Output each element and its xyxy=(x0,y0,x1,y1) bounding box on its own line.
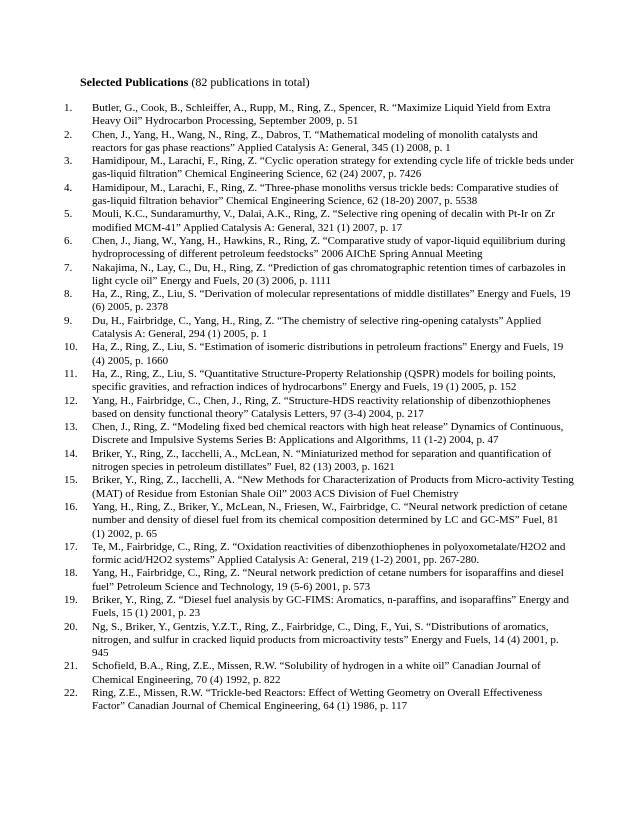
publication-citation: Ring, Z.E., Missen, R.W. “Trickle-bed Reactors: Effect of Wetting Geometry on Overall Effectiveness Factor” Canadian Journal of Chemical Engineering, 64 (1) 1986, p. 117 xyxy=(92,687,543,713)
publication-item xyxy=(64,474,574,501)
publication-number: 6. xyxy=(64,234,73,247)
publication-item xyxy=(64,129,574,156)
publication-item xyxy=(64,315,574,342)
publication-citation: Ha, Z., Ring, Z., Liu, S. “Derivation of molecular representations of middle distillates” Energy and Fuels, 19 (6) 2005, p. 2378 xyxy=(92,288,571,314)
publication-number: 7. xyxy=(64,261,73,274)
publication-item xyxy=(64,594,574,621)
heading-title: Selected Publications xyxy=(80,75,189,89)
publication-number: 22. xyxy=(64,687,78,700)
publication-item xyxy=(64,621,574,661)
publication-number: 15. xyxy=(64,474,78,487)
publication-citation: Nakajima, N., Lay, C., Du, H., Ring, Z. “Prediction of gas chromatographic retention times of carbazoles in light cycle oil” Energy and Fuels, 20 (3) 2006, p. 1111 xyxy=(92,261,566,287)
publication-citation: Briker, Y., Ring, Z., Iacchelli, A., McLean, N. “Miniaturized method for separation and quantification of nitrogen species in petroleum distillates” Fuel, 82 (13) 2003, p. 1621 xyxy=(92,447,552,474)
publication-citation: Chen, J., Ring, Z. “Modeling fixed bed chemical reactors with high heat release” Dynamics of Continuous, Discrete and Impulsive Systems Series B: Applications and Algorithms, 11 (1-2) 2004, p. 47 xyxy=(92,421,564,447)
publication-number: 17. xyxy=(64,540,78,553)
publication-citation: Ha, Z., Ring, Z., Liu, S. “Quantitative Structure-Property Relationship (QSPR) models for boiling points, specific gravities, and refraction indices of hydrocarbons” Energy and Fuels, 19 (1) 2005, p. 152 xyxy=(92,367,556,394)
heading-count: (82 publications in total) xyxy=(188,75,310,89)
publication-number: 13. xyxy=(64,421,78,434)
publication-item xyxy=(64,288,574,315)
publication-item xyxy=(64,395,574,422)
publication-number: 3. xyxy=(64,155,73,168)
publication-number: 9. xyxy=(64,314,73,327)
publication-citation: Ng, S., Briker, Y., Gentzis, Y.Z.T., Ring, Z., Fairbridge, C., Ding, F., Yui, S. “Distributions of aromatics, nitrogen, and sulfur in cracked liquid products from microactivity tests” Energy and Fuels, 14 (4) 2001, p. 945 xyxy=(92,620,559,660)
publication-number: 11. xyxy=(64,367,78,380)
publication-number: 21. xyxy=(64,660,78,673)
publication-citation: Hamidipour, M., Larachi, F., Ring, Z. “Cyclic operation strategy for extending cycle life of trickle beds under gas-liquid filtration” Chemical Engineering Science, 62 (24) 2007, p. 7426 xyxy=(92,155,574,181)
publication-item xyxy=(64,182,574,209)
publication-number: 4. xyxy=(64,181,73,194)
publication-citation: Du, H., Fairbridge, C., Yang, H., Ring, Z. “The chemistry of selective ring-opening catalysts” Applied Catalysis A: General, 294 (1) 2005, p. 1 xyxy=(92,314,542,341)
publication-citation: Butler, G., Cook, B., Schleiffer, A., Rupp, M., Ring, Z., Spencer, R. “Maximize Liquid Yield from Extra Heavy Oil” Hydrocarbon Processing, September 2009, p. 51 xyxy=(92,102,551,128)
publication-number: 16. xyxy=(64,500,78,513)
publication-citation: Briker, Y., Ring, Z., Iacchelli, A. “New Methods for Characterization of Products from Micro-activity Testing (MAT) of Residue from Estonian Shale Oil” 2003 ACS Division of Fuel Chemistry xyxy=(92,474,574,500)
publication-citation: Chen, J., Yang, H., Wang, N., Ring, Z., Dabros, T. “Mathematical modeling of monolith catalysts and reactors for gas phase reactions” Applied Catalysis A: General, 345 (1) 2008, p. 1 xyxy=(92,128,538,154)
publication-item xyxy=(64,368,574,395)
publication-item xyxy=(64,262,574,289)
publication-number: 5. xyxy=(64,208,73,221)
publication-item xyxy=(64,660,574,687)
publication-item xyxy=(64,235,574,262)
publication-citation: Briker, Y., Ring, Z. “Diesel fuel analysis by GC-FIMS: Aromatics, n-paraffins, and isoparaffins” Energy and Fuels, 15 (1) 2001, p. 23 xyxy=(92,593,570,620)
publication-item xyxy=(64,155,574,182)
publication-item xyxy=(64,687,574,714)
publication-item xyxy=(64,208,574,235)
publication-citation: Yang, H., Ring, Z., Briker, Y., McLean, N., Friesen, W., Fairbridge, C. “Neural network prediction of cetane number and density of diesel fuel from its chemical composition determined by LC and GC-MS” Fuel, 81 (1) 2002, p. 65 xyxy=(92,500,568,540)
publication-number: 20. xyxy=(64,620,78,633)
publication-number: 8. xyxy=(64,288,73,301)
publication-list xyxy=(64,102,574,714)
publication-number: 2. xyxy=(64,128,73,141)
publication-number: 12. xyxy=(64,394,78,407)
publication-citation: Hamidipour, M., Larachi, F., Ring, Z. “Three-phase monoliths versus trickle beds: Comparative studies of gas-liquid filtration behavior” Chemical Engineering Science, 62 (18-20) 2007, p. 5538 xyxy=(92,181,559,208)
publication-number: 18. xyxy=(64,567,78,580)
publication-citation: Yang, H., Fairbridge, C., Chen, J., Ring, Z. “Structure-HDS reactivity relationship of dibenzothiophenes based on density functional theory” Catalysis Letters, 97 (3-4) 2004, p. 217 xyxy=(92,394,551,420)
publication-item xyxy=(64,341,574,368)
publication-citation: Yang, H., Fairbridge, C., Ring, Z. “Neural network prediction of cetane numbers for isoparaffins and diesel fuel” Petroleum Science and Technology, 19 (5-6) 2001, p. 573 xyxy=(92,567,564,593)
publication-citation: Chen, J., Jiang, W., Yang, H., Hawkins, R., Ring, Z. “Comparative study of vapor-liquid equilibrium during hydroprocessing of different petroleum feedstocks” 2006 AIChE Spring Annual Meeting xyxy=(92,234,566,261)
publication-item xyxy=(64,567,574,594)
publication-citation: Mouli, K.C., Sundaramurthy, V., Dalai, A.K., Ring, Z. “Selective ring opening of decalin with Pt-Ir on Zr modified MCM-41” Applied Catalysis A: General, 321 (1) 2007, p. 17 xyxy=(92,208,555,234)
publication-number: 10. xyxy=(64,341,78,354)
publication-item xyxy=(64,102,574,129)
publication-item xyxy=(64,501,574,541)
publication-item xyxy=(64,448,574,475)
publication-item xyxy=(64,421,574,448)
publication-number: 1. xyxy=(64,102,73,114)
publication-number: 19. xyxy=(64,593,78,606)
publication-number: 14. xyxy=(64,447,78,460)
publication-item xyxy=(64,541,574,568)
publication-citation: Te, M., Fairbridge, C., Ring, Z. “Oxidation reactivities of dibenzothiophenes in polyoxometalate/H2O2 and formic acid/H2O2 systems” Applied Catalysis A: General, 219 (1-2) 2001, pp. 267-280. xyxy=(92,540,566,567)
publication-citation: Schofield, B.A., Ring, Z.E., Missen, R.W. “Solubility of hydrogen in a white oil” Canadian Journal of Chemical Engineering, 70 (4) 1992, p. 822 xyxy=(92,660,541,686)
section-heading xyxy=(80,75,310,89)
publication-citation: Ha, Z., Ring, Z., Liu, S. “Estimation of isomeric distributions in petroleum fractions” Energy and Fuels, 19 (4) 2005, p. 1660 xyxy=(92,341,564,367)
